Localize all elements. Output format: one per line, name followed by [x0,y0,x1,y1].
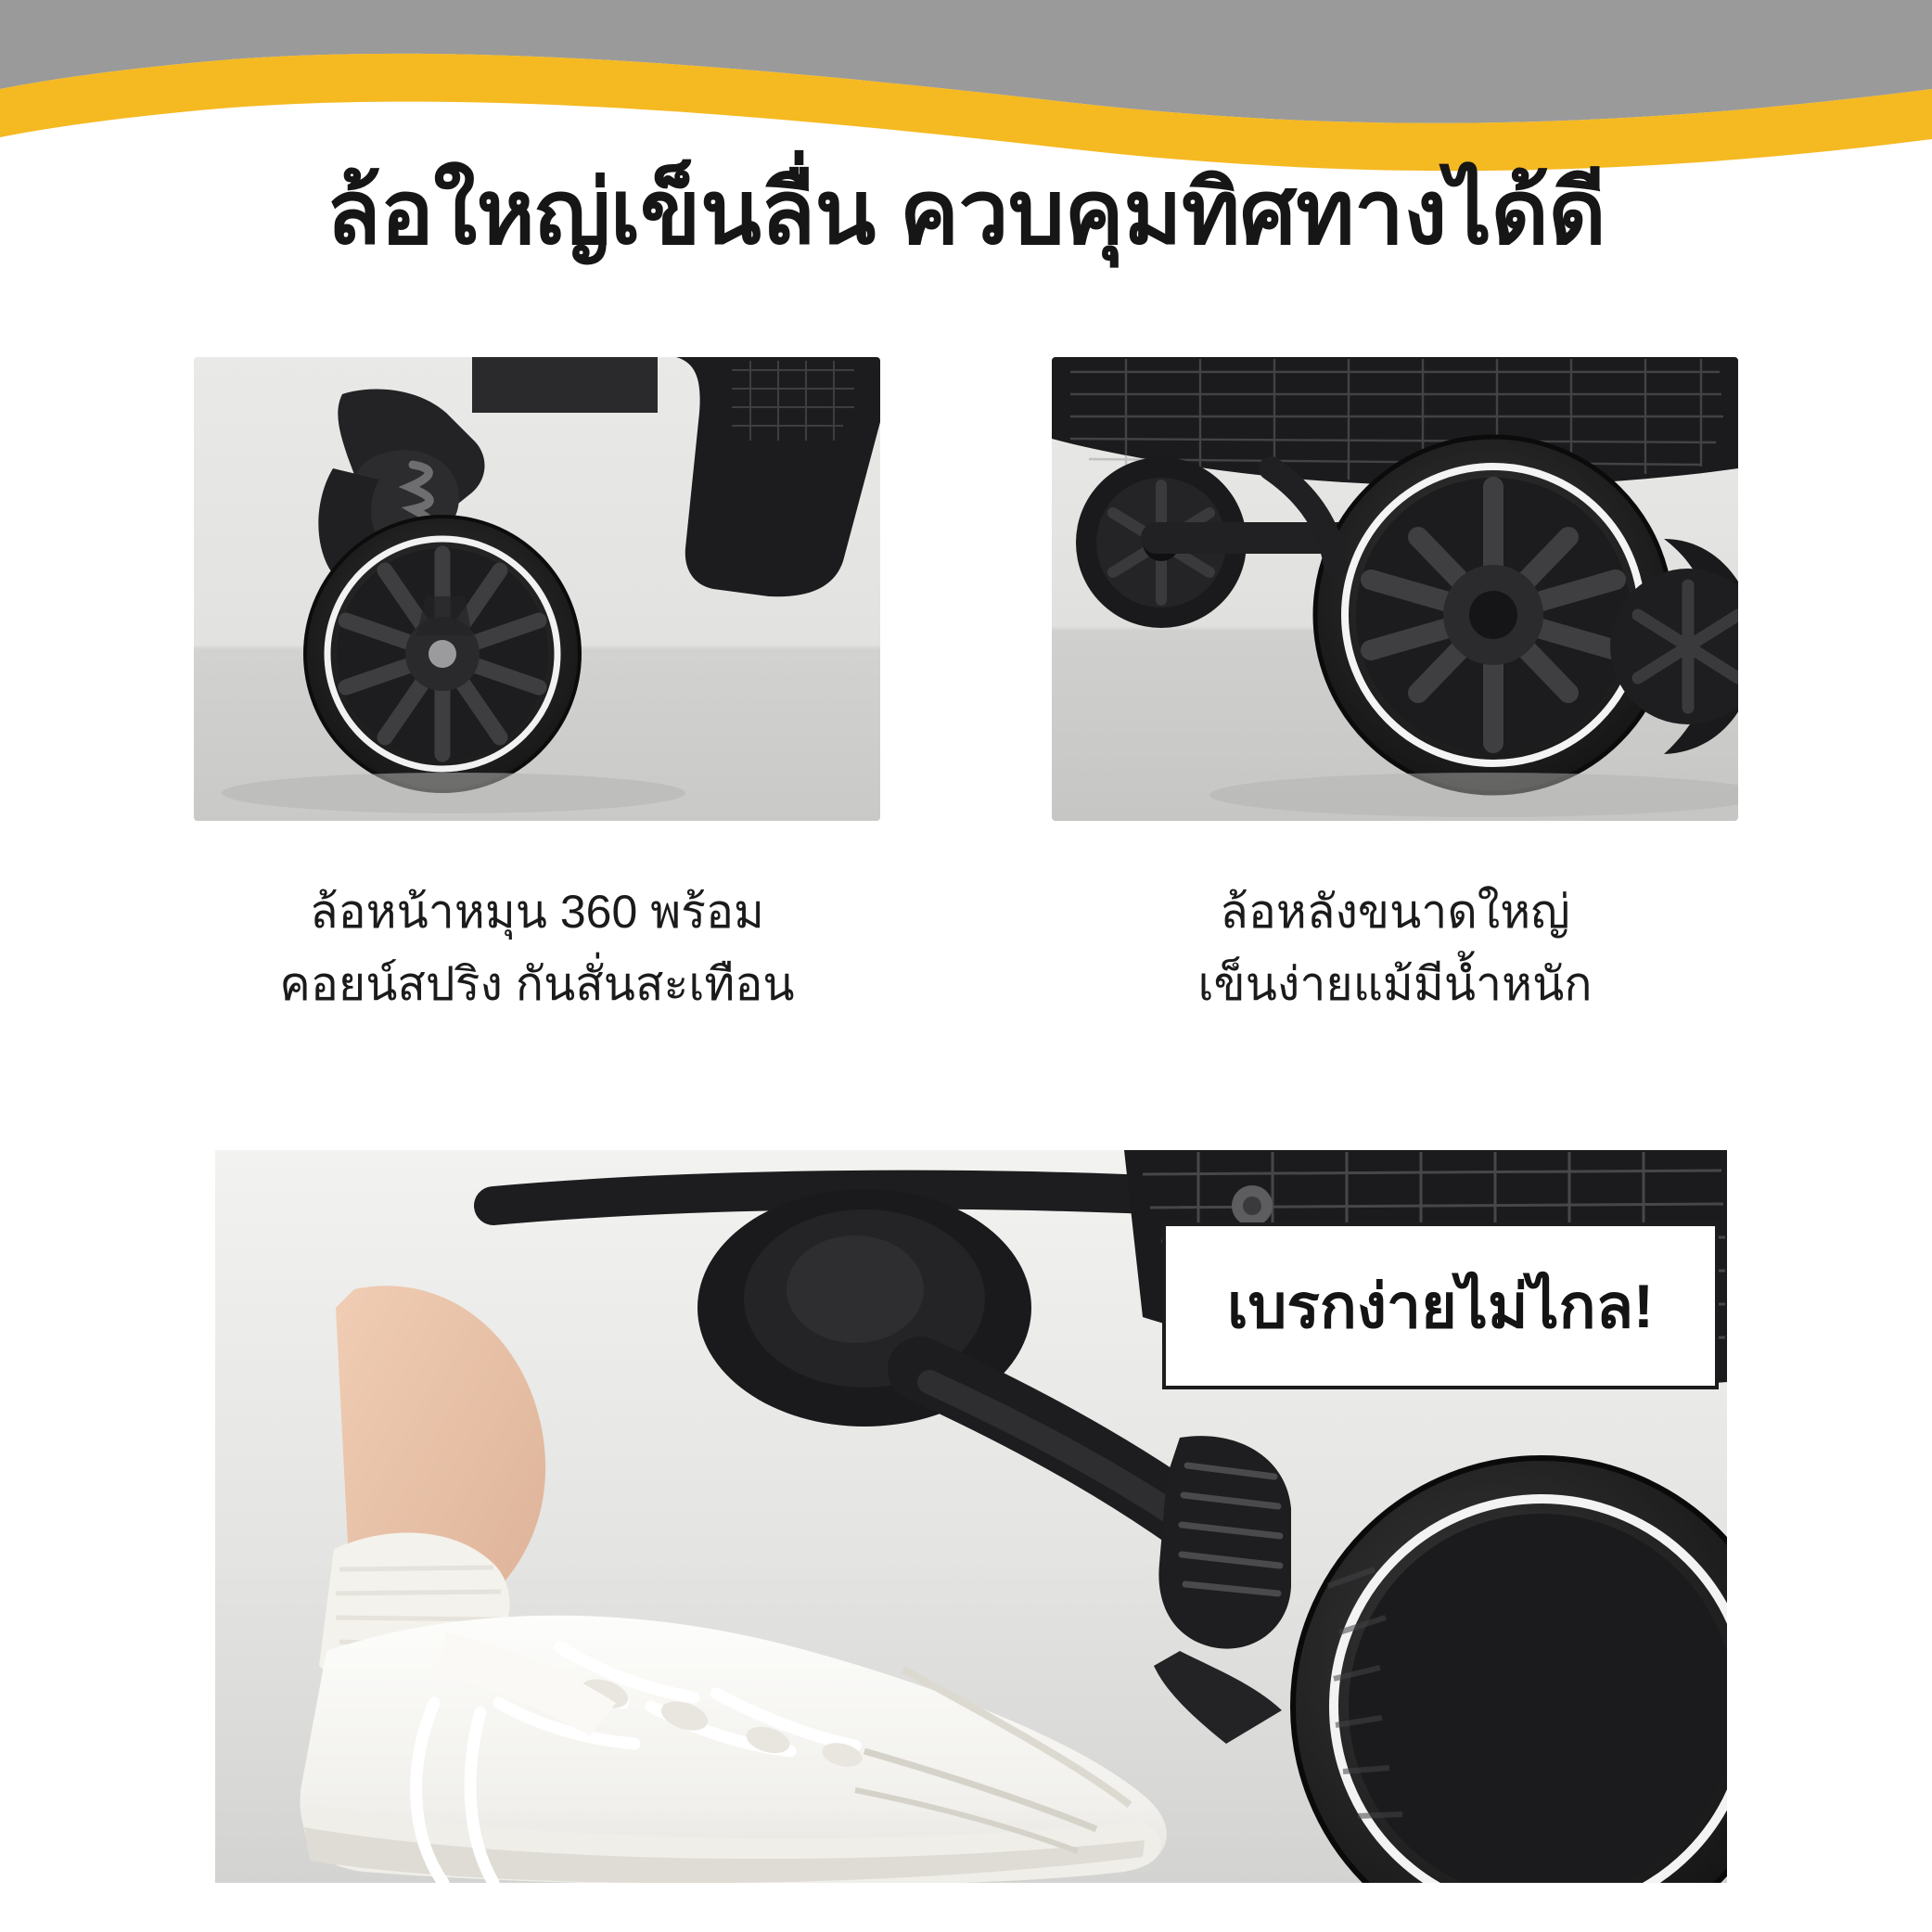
wave-graphic [0,0,1932,176]
feature-columns [0,357,1932,1020]
callout-label: เบรกง่ายไม่ไกล! [1226,1272,1655,1340]
feature-column-front-wheel [194,357,880,1020]
caption-line-2: เข็นง่ายแม้มีน้ำหนัก [1197,957,1593,1010]
front-swivel-wheel-photo [194,357,880,821]
caption-line-1: ล้อหลังขนาดใหญ่ [1220,886,1570,938]
feature-column-rear-wheel [1052,357,1738,1020]
front-wheel-caption [279,876,794,1020]
top-decorative-wave [0,0,1932,176]
rear-large-wheel-photo [1052,357,1738,821]
front-wheel-illustration [194,357,880,821]
caption-line-2: คอยน์สปริง กันสั่นสะเทือน [279,957,795,1010]
brake-callout-badge [1162,1222,1719,1389]
page-title: ล้อใหญ่เข็นลื่น ควบคุมทิศทางได้ดี [326,163,1606,262]
rear-wheel-illustration [1052,357,1738,821]
caption-line-1: ล้อหน้าหมุน 360 พร้อม [310,886,764,938]
rear-wheel-caption [1197,876,1592,1020]
